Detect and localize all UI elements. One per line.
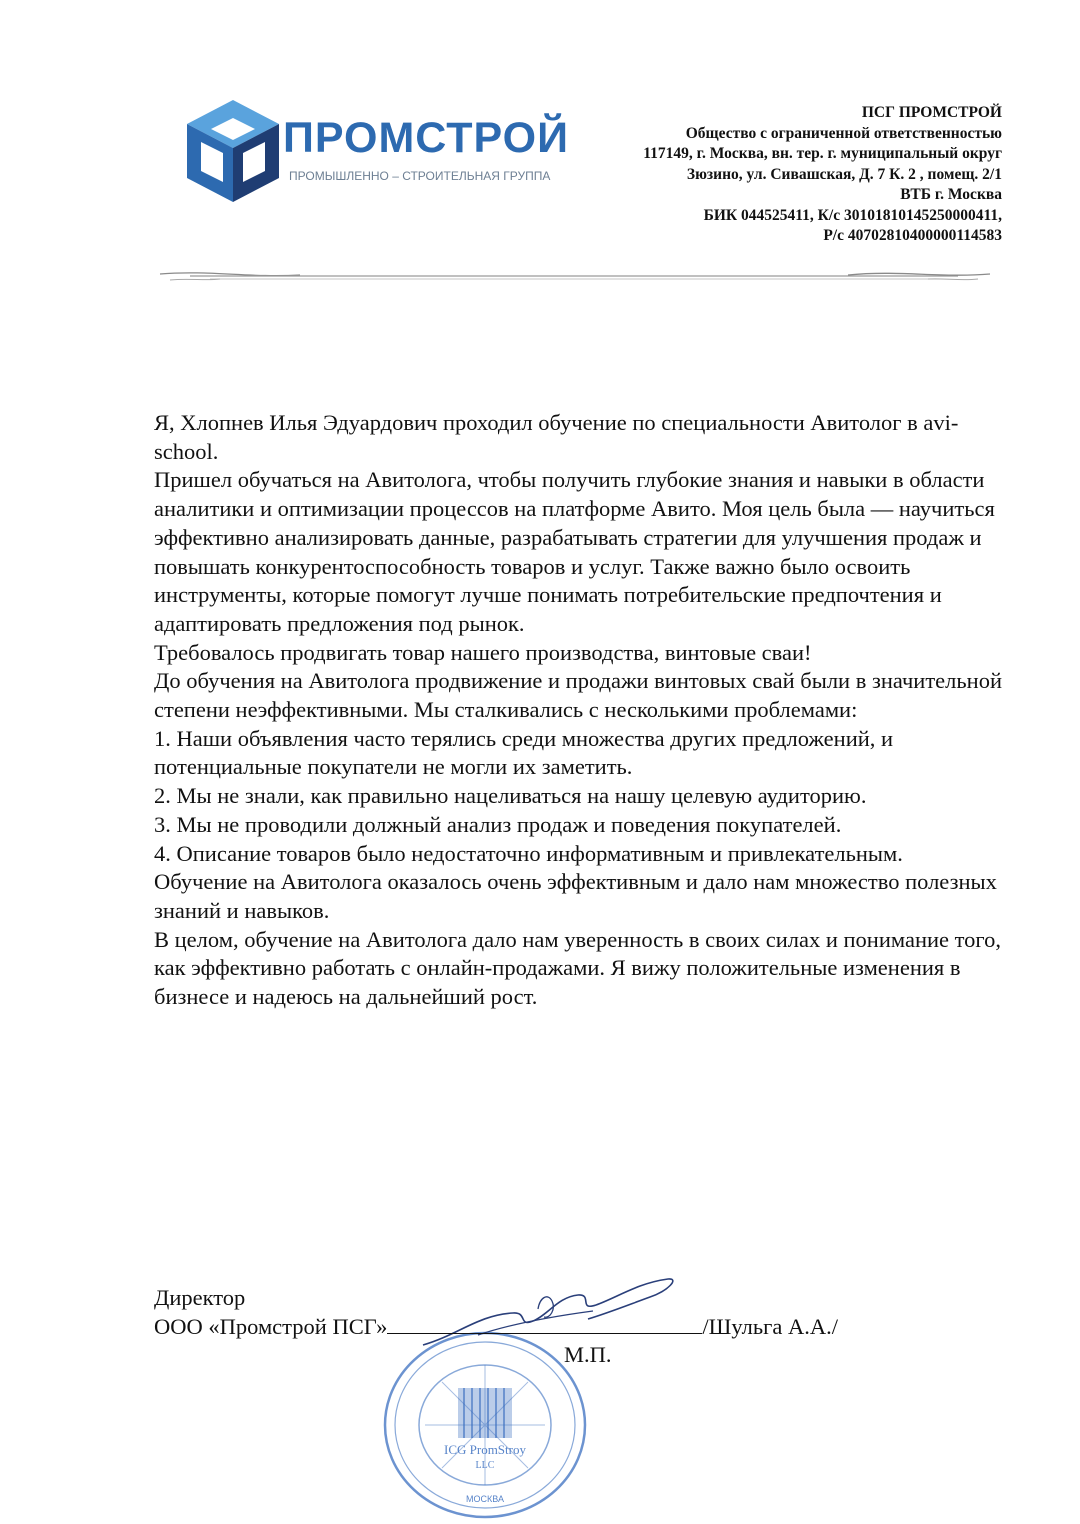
letter-paragraph: В целом, обучение на Авитолога дало нам уверенность в своих силах и понимание того, как эффективно работать с онлайн-продажами. Я вижу положительные изменения в бизнесе и надеюсь на дальнейший рост. bbox=[154, 926, 1001, 1010]
signer-position: Директор bbox=[154, 1285, 246, 1310]
seal-llc-text: LLC bbox=[475, 1460, 495, 1471]
letter-paragraph: 4. Описание товаров было недостаточно информативным и привлекательным. bbox=[154, 840, 903, 866]
requisites-line: БИК 044525411, К/с 30101810145250000411, bbox=[703, 206, 1002, 224]
logo-tagline: ПРОМЫШЛЕННО – СТРОИТЕЛЬНАЯ ГРУППА bbox=[289, 169, 551, 183]
cube-logo-icon bbox=[183, 96, 283, 206]
letter-paragraph: 3. Мы не проводили должный анализ продаж и поведения покупателей. bbox=[154, 811, 842, 837]
signer-line bbox=[154, 1313, 934, 1342]
letter-paragraph: Требовалось продвигать товар нашего производства, винтовые сваи! bbox=[154, 639, 812, 665]
company-logo bbox=[183, 96, 568, 206]
letter-paragraph: Пришел обучаться на Авитолога, чтобы получить глубокие знания и навыки в области аналитики и оптимизации процессов на платформе Авито. Моя цель была — научиться эффективно анализировать данные, разрабатывать стратегии для улучшения продаж и повышать конкурентоспособность товаров и услуг. Также важно было освоить инструменты, которые помогут лучше понимать потребительские предпочтения и адаптировать предложения под рынок. bbox=[154, 467, 995, 636]
seal-city-text: МОСКВА bbox=[466, 1494, 504, 1504]
requisites-line: ВТБ г. Москва bbox=[900, 186, 1002, 203]
signature-block bbox=[154, 1284, 934, 1370]
requisites-line: ПСГ ПРОМСТРОЙ bbox=[861, 104, 1002, 121]
logo-wordmark: ПРОМСТРОЙ bbox=[283, 114, 570, 162]
stamp-mark: М.П. bbox=[564, 1342, 612, 1368]
requisites-line: 117149, г. Москва, вн. тер. г. муниципальный округ bbox=[643, 145, 1002, 162]
header-divider bbox=[150, 266, 998, 286]
requisites-line: Общество с ограниченной ответственностью bbox=[685, 124, 1002, 142]
requisites-line: Р/с 40702810400000114583 bbox=[823, 227, 1002, 244]
letter-paragraph: Обучение на Авитолога оказалось очень эффективным и дало нам множество полезных знаний и навыков. bbox=[154, 869, 997, 923]
requisites-line: Зюзино, ул. Сивашская, Д. 7 К. 2 , помещ. 2/1 bbox=[686, 165, 1002, 183]
letter-paragraph: 2. Мы не знали, как правильно нацеливаться на нашу целевую аудиторию. bbox=[154, 783, 867, 809]
letter-paragraph: До обучения на Авитолога продвижение и продажи винтовых свай были в значительной степени неэффективными. Мы сталкивались с несколькими проблемами: bbox=[154, 668, 1002, 723]
company-requisites bbox=[542, 103, 1002, 247]
signer-name: /Шульга А.А./ bbox=[702, 1313, 838, 1339]
seal-inner-text: ICG PromStroy bbox=[444, 1442, 526, 1457]
signer-company: ООО «Промстрой ПСГ» bbox=[154, 1313, 388, 1339]
letter-paragraph: 1. Наши объявления часто терялись среди множества других предложений, и потенциальные покупатели не могли их заметить. bbox=[154, 725, 894, 780]
letter-body bbox=[154, 409, 1014, 1012]
letter-paragraph: Я, Хлопнев Илья Эдуардович проходил обучение по специальности Авитолог в avi-school. bbox=[154, 410, 959, 464]
signature-underline bbox=[387, 1313, 702, 1334]
